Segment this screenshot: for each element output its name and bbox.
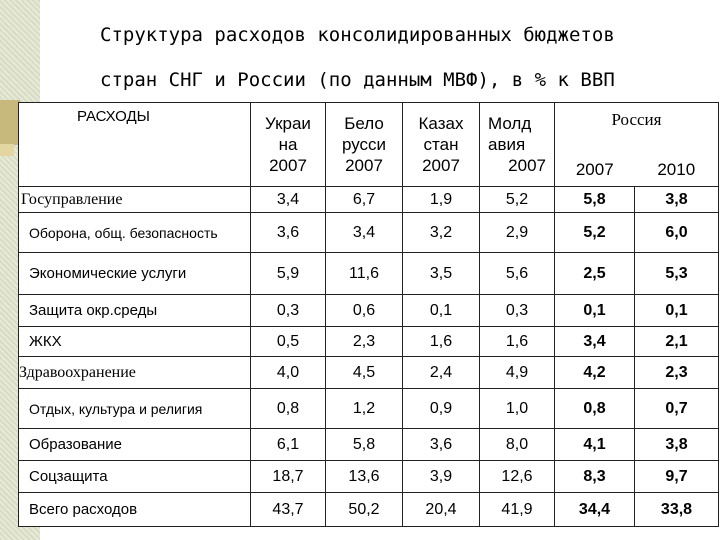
value-cell: 3,8	[635, 429, 719, 461]
value-cell: 13,6	[326, 461, 403, 493]
value-cell: 5,6	[480, 253, 555, 295]
header-russia-2007: 2007	[575, 159, 614, 179]
value-cell: 3,9	[403, 461, 480, 493]
title-line-2: стран СНГ и России (по данным МВФ), в % к ВВП	[100, 69, 615, 91]
value-cell: 5,8	[326, 429, 403, 461]
header-russia-label: Россия	[611, 109, 662, 129]
table-row	[19, 461, 719, 493]
value-cell: 50,2	[326, 493, 403, 527]
value-cell: 0,1	[635, 295, 719, 327]
value-cell: 6,1	[251, 429, 326, 461]
table-row	[19, 213, 719, 253]
value-cell: 11,6	[326, 253, 403, 295]
table-row	[19, 253, 719, 295]
value-cell: 8,0	[480, 429, 555, 461]
value-cell: 12,6	[480, 461, 555, 493]
table-row	[19, 389, 719, 429]
value-cell: 3,8	[635, 187, 719, 213]
title-line-1: Структура расходов консолидированных бюджетов	[100, 24, 615, 46]
value-cell: 0,7	[635, 389, 719, 429]
table-row	[19, 327, 719, 357]
value-cell: 4,9	[480, 357, 555, 389]
header-russia-2010: 2010	[657, 159, 696, 179]
value-cell: 3,4	[555, 327, 635, 357]
value-cell: 0,6	[326, 295, 403, 327]
value-cell: 0,8	[555, 389, 635, 429]
value-cell: 4,5	[326, 357, 403, 389]
row-label: Всего расходов	[19, 493, 251, 527]
budget-table	[18, 102, 719, 527]
row-label: Защита окр.среды	[19, 295, 251, 327]
value-cell: 1,6	[403, 327, 480, 357]
value-cell: 5,3	[635, 253, 719, 295]
row-label: Экономические услуги	[19, 253, 251, 295]
value-cell: 1,6	[480, 327, 555, 357]
header-kazakhstan: Казах стан 2007	[403, 103, 480, 187]
value-cell: 41,9	[480, 493, 555, 527]
value-cell: 3,4	[326, 213, 403, 253]
row-label: ЖКХ	[19, 327, 251, 357]
value-cell: 5,8	[555, 187, 635, 213]
value-cell: 2,5	[555, 253, 635, 295]
header-rashody: РАСХОДЫ	[19, 103, 251, 187]
header-moldova: Молд авия 2007	[480, 103, 555, 187]
value-cell: 6,7	[326, 187, 403, 213]
value-cell: 4,1	[555, 429, 635, 461]
row-label: Оборона, общ. безопасность	[19, 213, 251, 253]
value-cell: 2,3	[326, 327, 403, 357]
value-cell: 3,5	[403, 253, 480, 295]
value-cell: 33,8	[635, 493, 719, 527]
value-cell: 5,9	[251, 253, 326, 295]
value-cell: 0,9	[403, 389, 480, 429]
value-cell: 3,4	[251, 187, 326, 213]
decorative-accent	[0, 100, 20, 145]
row-label: Здравоохранение	[19, 357, 251, 389]
value-cell: 3,2	[403, 213, 480, 253]
value-cell: 2,3	[635, 357, 719, 389]
row-label: Отдых, культура и религия	[19, 389, 251, 429]
value-cell: 3,6	[251, 213, 326, 253]
header-ukraine: Украи на 2007	[251, 103, 326, 187]
value-cell: 0,8	[251, 389, 326, 429]
header-russia	[555, 103, 719, 187]
value-cell: 2,4	[403, 357, 480, 389]
table-row	[19, 357, 719, 389]
value-cell: 20,4	[403, 493, 480, 527]
table-row	[19, 493, 719, 527]
decorative-accent-small	[0, 144, 14, 156]
value-cell: 8,3	[555, 461, 635, 493]
value-cell: 6,0	[635, 213, 719, 253]
value-cell: 0,1	[403, 295, 480, 327]
value-cell: 43,7	[251, 493, 326, 527]
table-row	[19, 187, 719, 213]
value-cell: 1,9	[403, 187, 480, 213]
value-cell: 1,0	[480, 389, 555, 429]
value-cell: 2,9	[480, 213, 555, 253]
row-label: Соцзащита	[19, 461, 251, 493]
value-cell: 9,7	[635, 461, 719, 493]
value-cell: 0,3	[480, 295, 555, 327]
value-cell: 0,1	[555, 295, 635, 327]
value-cell: 5,2	[555, 213, 635, 253]
value-cell: 0,3	[251, 295, 326, 327]
value-cell: 3,6	[403, 429, 480, 461]
value-cell: 4,0	[251, 357, 326, 389]
row-label: Госуправление	[19, 187, 251, 213]
table-row	[19, 295, 719, 327]
value-cell: 5,2	[480, 187, 555, 213]
slide-title	[40, 0, 720, 102]
table-row	[19, 429, 719, 461]
value-cell: 0,5	[251, 327, 326, 357]
table-header-row	[19, 103, 719, 187]
value-cell: 18,7	[251, 461, 326, 493]
value-cell: 1,2	[326, 389, 403, 429]
value-cell: 4,2	[555, 357, 635, 389]
row-label: Образование	[19, 429, 251, 461]
value-cell: 2,1	[635, 327, 719, 357]
value-cell: 34,4	[555, 493, 635, 527]
header-belarus: Бело русси 2007	[326, 103, 403, 187]
